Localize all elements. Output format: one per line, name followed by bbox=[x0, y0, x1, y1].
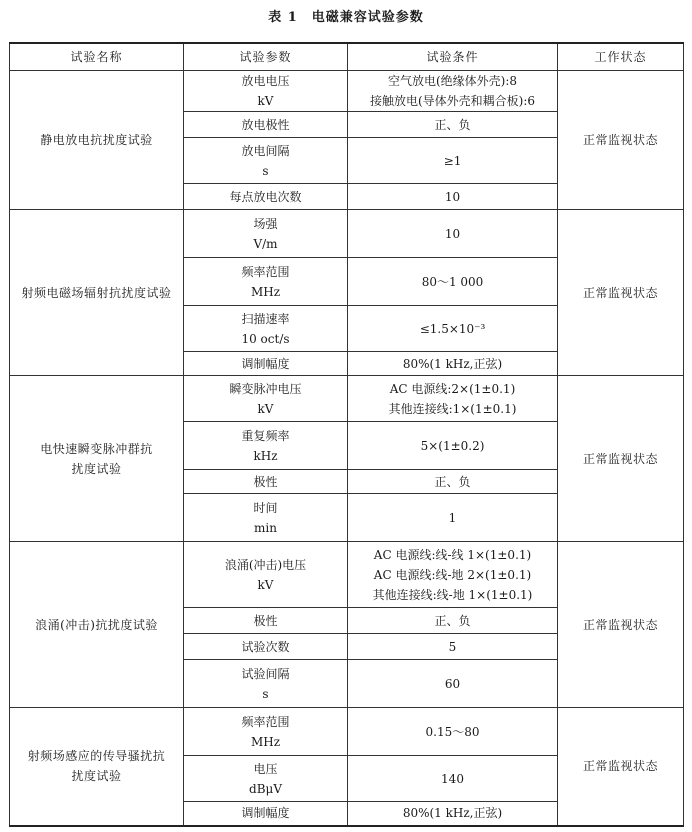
cell-line: 射频电磁场辐射抗扰度试验 bbox=[21, 285, 172, 300]
table-row bbox=[10, 542, 684, 608]
cell-line: 射频场感应的传导骚扰抗 bbox=[27, 749, 166, 764]
test-param-cell bbox=[184, 660, 348, 708]
cell-line: 试验间隔 bbox=[241, 666, 290, 681]
test-param-cell bbox=[184, 184, 348, 210]
test-condition-cell bbox=[348, 660, 558, 708]
work-state-cell: 正常监视状态 bbox=[558, 542, 684, 708]
test-name-cell bbox=[10, 376, 184, 542]
test-param-cell bbox=[184, 470, 348, 494]
table-row bbox=[10, 210, 684, 258]
cell-line: 放电极性 bbox=[241, 117, 290, 132]
test-param-cell bbox=[184, 258, 348, 306]
cell-line: AC 电源线:线-地 2×(1±0.1) bbox=[373, 567, 532, 582]
test-condition-cell bbox=[348, 184, 558, 210]
cell-line: 放电间隔 bbox=[241, 143, 290, 158]
cell-line: 80%(1 kHz,正弦) bbox=[402, 356, 503, 371]
test-param-cell bbox=[184, 112, 348, 138]
test-condition-cell bbox=[348, 112, 558, 138]
test-param-cell bbox=[184, 494, 348, 542]
cell-line: 浪涌(冲击)电压 bbox=[224, 557, 307, 572]
cell-line: ≥1 bbox=[443, 153, 462, 168]
header-work-state: 工作状态 bbox=[558, 43, 684, 71]
test-param-cell bbox=[184, 756, 348, 802]
cell-line: s bbox=[262, 686, 269, 701]
cell-line: 重复频率 bbox=[241, 428, 290, 443]
test-condition-cell bbox=[348, 634, 558, 660]
cell-line: AC 电源线:线-线 1×(1±0.1) bbox=[373, 547, 532, 562]
test-condition-cell bbox=[348, 258, 558, 306]
cell-line: 80～1 000 bbox=[421, 274, 484, 289]
cell-line: 其他连接线:1×(1±0.1) bbox=[388, 401, 517, 416]
cell-line: 电快速瞬变脉冲群抗 bbox=[40, 441, 153, 456]
cell-line: ≤1.5×10⁻³ bbox=[419, 321, 486, 336]
test-param-cell bbox=[184, 608, 348, 634]
table-row bbox=[10, 376, 684, 422]
cell-line: kV bbox=[257, 577, 274, 592]
test-condition-cell bbox=[348, 71, 558, 112]
test-name-cell bbox=[10, 542, 184, 708]
work-state-cell: 正常监视状态 bbox=[558, 708, 684, 826]
cell-line: MHz bbox=[250, 734, 281, 749]
cell-line: kHz bbox=[253, 448, 278, 463]
cell-line: 空气放电(绝缘体外壳):8 bbox=[387, 74, 518, 88]
cell-line: kV bbox=[257, 94, 274, 108]
header-test-param: 试验参数 bbox=[184, 43, 348, 71]
test-condition-cell bbox=[348, 708, 558, 756]
test-param-cell bbox=[184, 352, 348, 376]
header-test-condition: 试验条件 bbox=[348, 43, 558, 71]
cell-line: 60 bbox=[444, 676, 461, 691]
cell-line: 接触放电(导体外壳和耦合板):6 bbox=[369, 94, 536, 108]
cell-line: 正、负 bbox=[434, 474, 471, 489]
cell-line: 频率范围 bbox=[241, 714, 290, 729]
cell-line: 扰度试验 bbox=[71, 769, 122, 784]
cell-line: 正、负 bbox=[434, 613, 471, 628]
cell-line: 140 bbox=[441, 771, 464, 786]
test-param-cell bbox=[184, 634, 348, 660]
table-row bbox=[10, 71, 684, 112]
cell-line: 静电放电抗扰度试验 bbox=[40, 133, 153, 147]
cell-line: 调制幅度 bbox=[241, 806, 290, 821]
cell-line: 扰度试验 bbox=[71, 461, 122, 476]
header-row bbox=[10, 43, 684, 71]
cell-line: 极性 bbox=[253, 613, 278, 628]
cell-line: 1 bbox=[448, 510, 457, 525]
cell-line: 10 bbox=[444, 189, 461, 204]
cell-line: MHz bbox=[250, 284, 281, 299]
test-condition-cell bbox=[348, 138, 558, 184]
cell-line: 其他连接线:线-地 1×(1±0.1) bbox=[372, 587, 533, 602]
cell-line: 试验次数 bbox=[241, 639, 290, 654]
test-condition-cell bbox=[348, 608, 558, 634]
cell-line: AC 电源线:2×(1±0.1) bbox=[389, 381, 516, 396]
cell-line: 场强 bbox=[253, 216, 278, 231]
work-state-cell: 正常监视状态 bbox=[558, 210, 684, 376]
test-condition-cell bbox=[348, 494, 558, 542]
cell-line: V/m bbox=[253, 236, 278, 251]
test-param-cell bbox=[184, 708, 348, 756]
test-param-cell bbox=[184, 376, 348, 422]
test-condition-cell bbox=[348, 352, 558, 376]
table-body bbox=[10, 71, 684, 826]
work-state-cell: 正常监视状态 bbox=[558, 71, 684, 210]
table-caption bbox=[0, 6, 692, 25]
test-condition-cell bbox=[348, 542, 558, 608]
cell-line: 80%(1 kHz,正弦) bbox=[402, 806, 503, 821]
emc-test-table bbox=[9, 42, 684, 827]
test-condition-cell bbox=[348, 376, 558, 422]
cell-line: 10 oct/s bbox=[241, 331, 290, 346]
test-param-cell bbox=[184, 71, 348, 112]
cell-line: 0.15～80 bbox=[425, 724, 480, 739]
test-condition-cell bbox=[348, 756, 558, 802]
test-param-cell bbox=[184, 422, 348, 470]
test-param-cell bbox=[184, 802, 348, 826]
cell-line: 每点放电次数 bbox=[229, 189, 302, 204]
table-row bbox=[10, 708, 684, 756]
cell-line: 正、负 bbox=[434, 117, 471, 132]
test-name-cell bbox=[10, 210, 184, 376]
test-name-cell bbox=[10, 71, 184, 210]
cell-line: dBμV bbox=[249, 781, 282, 796]
cell-line: kV bbox=[257, 401, 274, 416]
cell-line: 放电电压 bbox=[241, 74, 290, 88]
table-number: 表 1 bbox=[268, 10, 298, 25]
cell-line: 时间 bbox=[253, 500, 278, 515]
test-param-cell bbox=[184, 138, 348, 184]
cell-line: 电压 bbox=[253, 761, 278, 776]
cell-line: 浪涌(冲击)抗扰度试验 bbox=[35, 617, 158, 632]
cell-line: 5×(1±0.2) bbox=[420, 438, 485, 453]
test-condition-cell bbox=[348, 210, 558, 258]
header-test-name: 试验名称 bbox=[10, 43, 184, 71]
cell-line: 极性 bbox=[253, 474, 278, 489]
cell-line: 10 bbox=[444, 226, 461, 241]
test-condition-cell bbox=[348, 306, 558, 352]
test-param-cell bbox=[184, 306, 348, 352]
test-condition-cell bbox=[348, 802, 558, 826]
test-param-cell bbox=[184, 210, 348, 258]
cell-line: 扫描速率 bbox=[241, 311, 290, 326]
cell-line: s bbox=[262, 163, 269, 178]
cell-line: 调制幅度 bbox=[241, 356, 290, 371]
cell-line: min bbox=[254, 520, 277, 535]
cell-line: 瞬变脉冲电压 bbox=[229, 381, 302, 396]
test-condition-cell bbox=[348, 422, 558, 470]
test-name-cell bbox=[10, 708, 184, 826]
work-state-cell: 正常监视状态 bbox=[558, 376, 684, 542]
test-param-cell bbox=[184, 542, 348, 608]
cell-line: 频率范围 bbox=[241, 264, 290, 279]
cell-line: 5 bbox=[448, 639, 457, 654]
test-condition-cell bbox=[348, 470, 558, 494]
table-title: 电磁兼容试验参数 bbox=[311, 10, 424, 25]
